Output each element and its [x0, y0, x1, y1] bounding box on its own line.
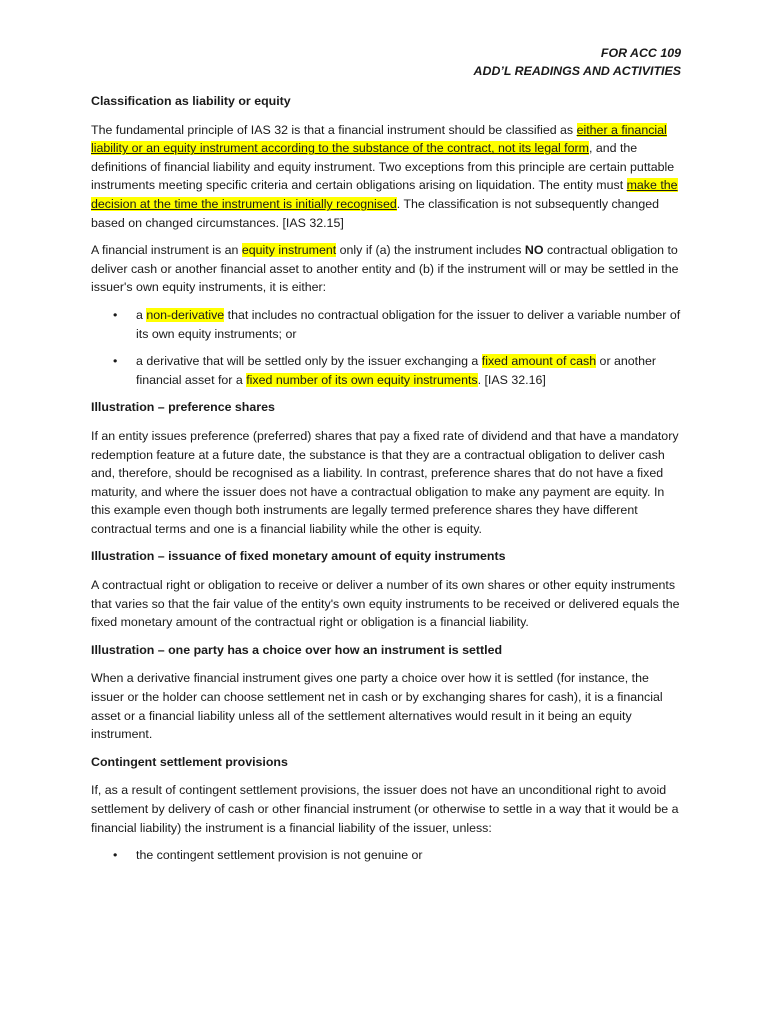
text-run: or another financial asset for a — [136, 354, 657, 387]
paragraph-preference-shares: If an entity issues preference (preferred) shares that pay a fixed rate of dividend and that have a mandatory redemption feature at a future date, the substance is that they are a contractual obligation to deliver cash and, therefore, should be recognised as a liability. In contrast, preference shares that do not have a fixed maturity, and where the issuer does not have a contractual obligation to make any payment are equity. In this example even though both instruments are legally termed preference shares they have different contractual terms and one is a financial liability while the other is equity. — [91, 428, 679, 536]
text-run: . The classification is not subsequently changed based on changed circumstances. [IAS 32.15] — [91, 196, 659, 230]
section-heading-contingent-settlement: Contingent settlement provisions — [91, 754, 288, 769]
text-run: only if (a) the instrument includes — [336, 243, 525, 258]
bullet-list-contingent — [91, 846, 681, 865]
paragraph-fundamental-principle — [91, 121, 681, 233]
document-page — [91, 44, 681, 874]
bullet-icon: • — [113, 354, 118, 369]
bullet-icon: • — [113, 307, 118, 322]
bullet-icon: • — [113, 848, 118, 863]
text-run: that includes no contractual obligation for the issuer to deliver a variable number of its own equity instruments; or — [136, 307, 681, 341]
highlighted-text: fixed amount of cash — [481, 354, 597, 369]
text-run: a derivative that will be settled only by the issuer exchanging a — [136, 354, 482, 369]
document-header — [91, 44, 681, 80]
text-run: . [IAS 32.16] — [477, 372, 546, 387]
text-run: The fundamental principle of IAS 32 is that a financial instrument should be classified as — [91, 122, 577, 137]
paragraph-fixed-monetary-amount: A contractual right or obligation to receive or deliver a number of its own shares or other equity instruments that varies so that the fair value of the entity's own equity instruments to be received or delivered equals the fixed monetary amount of the contractual right or obligation is a financial liability. — [91, 578, 680, 630]
highlighted-text: fixed number of its own equity instruments — [246, 372, 478, 387]
paragraph-settlement-choice: When a derivative financial instrument gives one party a choice over how it is settled (for instance, the issuer or the holder can choose settlement net in cash or by exchanging shares for cash), it is a financial asset or a financial liability unless all of the settlement alternatives would result in it being an equity instrument. — [91, 671, 663, 742]
highlighted-text: equity instrument — [241, 243, 337, 258]
highlighted-text: non-derivative — [146, 307, 225, 322]
bold-text: NO — [524, 243, 544, 258]
text-run: a — [136, 307, 147, 322]
highlighted-text: either a financial liability or an equity instrument according to the substance of the contract, not its legal form — [91, 122, 667, 156]
list-item — [91, 846, 681, 865]
bullet-list-equity — [91, 306, 681, 389]
section-heading-classification: Classification as liability or equity — [91, 94, 291, 108]
list-item — [91, 352, 681, 389]
text-run: A financial instrument is an — [91, 243, 242, 258]
list-item — [91, 306, 681, 343]
section-heading-settlement-choice: Illustration – one party has a choice over how an instrument is settled — [91, 642, 503, 657]
paragraph-contingent-settlement: If, as a result of contingent settlement provisions, the issuer does not have an unconditional right to avoid settlement by delivery of cash or other financial instrument (or otherwise to settle in a way that it would be a financial liability) the instrument is a financial liability of the issuer, unless: — [91, 783, 679, 835]
paragraph-equity-definition — [91, 241, 681, 297]
text-run: contractual obligation to deliver cash or another financial asset to another entity and (b) if the instrument will or may be settled in the issuer's own equity instruments, it is either: — [91, 243, 679, 295]
header-subtitle: ADD’L READINGS AND ACTIVITIES — [473, 64, 681, 78]
header-course: FOR ACC 109 — [600, 46, 681, 60]
text-run: the contingent settlement provision is not genuine or — [136, 848, 423, 863]
highlighted-text: make the decision at the time the instrument is initially recognised — [91, 178, 678, 211]
section-heading-fixed-monetary-amount: Illustration – issuance of fixed monetary amount of equity instruments — [91, 549, 506, 564]
text-run: , and the definitions of financial liability and equity instrument. Two exceptions from this principle are certain puttable instruments meeting specific criteria and certain obligations arising on liquidation. The entity must — [91, 141, 675, 193]
section-heading-preference-shares: Illustration – preference shares — [91, 400, 275, 415]
